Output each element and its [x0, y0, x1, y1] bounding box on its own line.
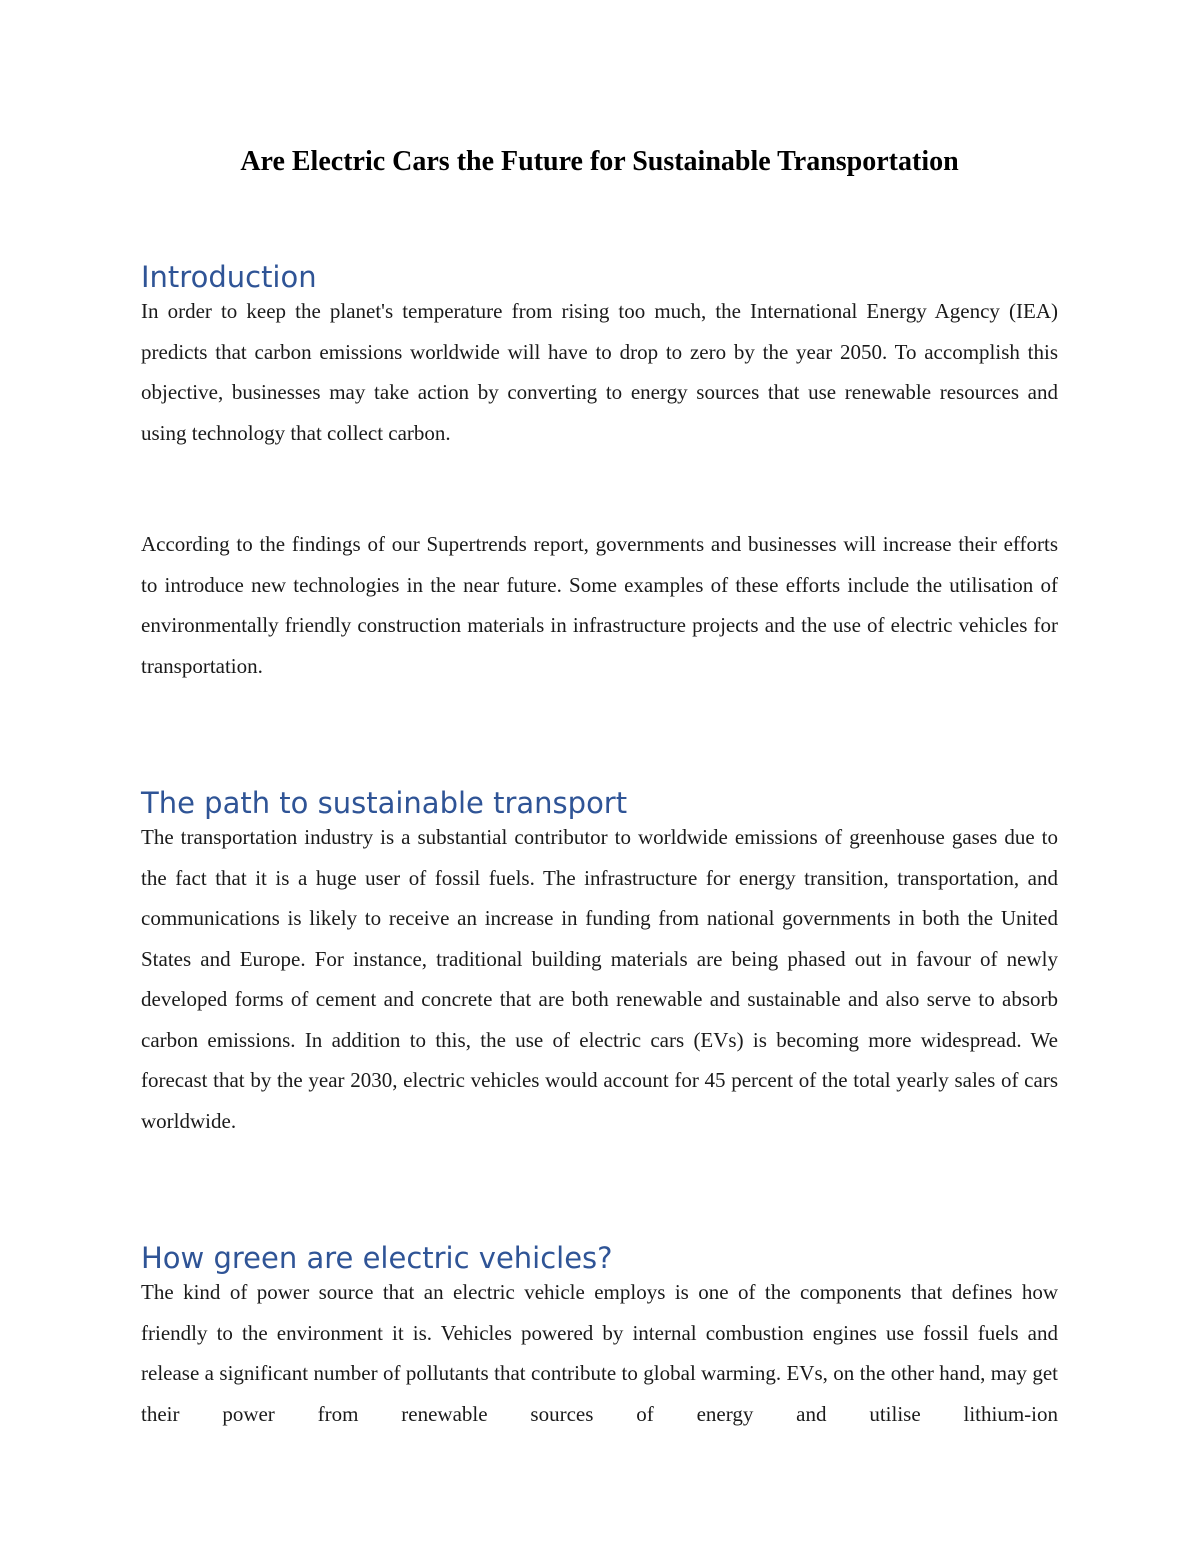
section-heading-green-vehicles: How green are electric vehicles? — [141, 1241, 613, 1275]
section-heading-sustainable-transport: The path to sustainable transport — [141, 786, 628, 820]
paragraph-introduction-2: According to the findings of our Supertrends report, governments and businesses will increase their efforts to introduce new technologies in the near future. Some examples of these efforts include the utilisation of environmentally friendly construction materials in infrastructure projects and the use of electric vehicles for transportation. — [141, 532, 1058, 678]
paragraph-introduction-1: In order to keep the planet's temperature from rising too much, the International Energy Agency (IEA) predicts that carbon emissions worldwide will have to drop to zero by the year 2050. To accomplish this objective, businesses may take action by converting to energy sources that use renewable resources and using technology that collect carbon. — [141, 299, 1058, 445]
document-body — [141, 136, 1058, 1434]
document-title: Are Electric Cars the Future for Sustainable Transportation — [240, 146, 959, 177]
paragraph-green-vehicles-1: The kind of power source that an electric vehicle employs is one of the components that defines how friendly to the environment it is. Vehicles powered by internal combustion engines use fossil fuels and release a significant number of pollutants that contribute to global warming. EVs, on the other hand, may get their power from renewable sources of energy and utilise lithium-ion — [141, 1280, 1058, 1426]
section-heading-introduction: Introduction — [141, 260, 317, 294]
paragraph-sustainable-transport-1: The transportation industry is a substantial contributor to worldwide emissions of greenhouse gases due to the fact that it is a huge user of fossil fuels. The infrastructure for energy transition, transportation, and communications is likely to receive an increase in funding from national governments in both the United States and Europe. For instance, traditional building materials are being phased out in favour of newly developed forms of cement and concrete that are both renewable and sustainable and also serve to absorb carbon emissions. In addition to this, the use of electric cars (EVs) is becoming more widespread. We forecast that by the year 2030, electric vehicles would account for 45 percent of the total yearly sales of cars worldwide. — [141, 825, 1058, 1133]
